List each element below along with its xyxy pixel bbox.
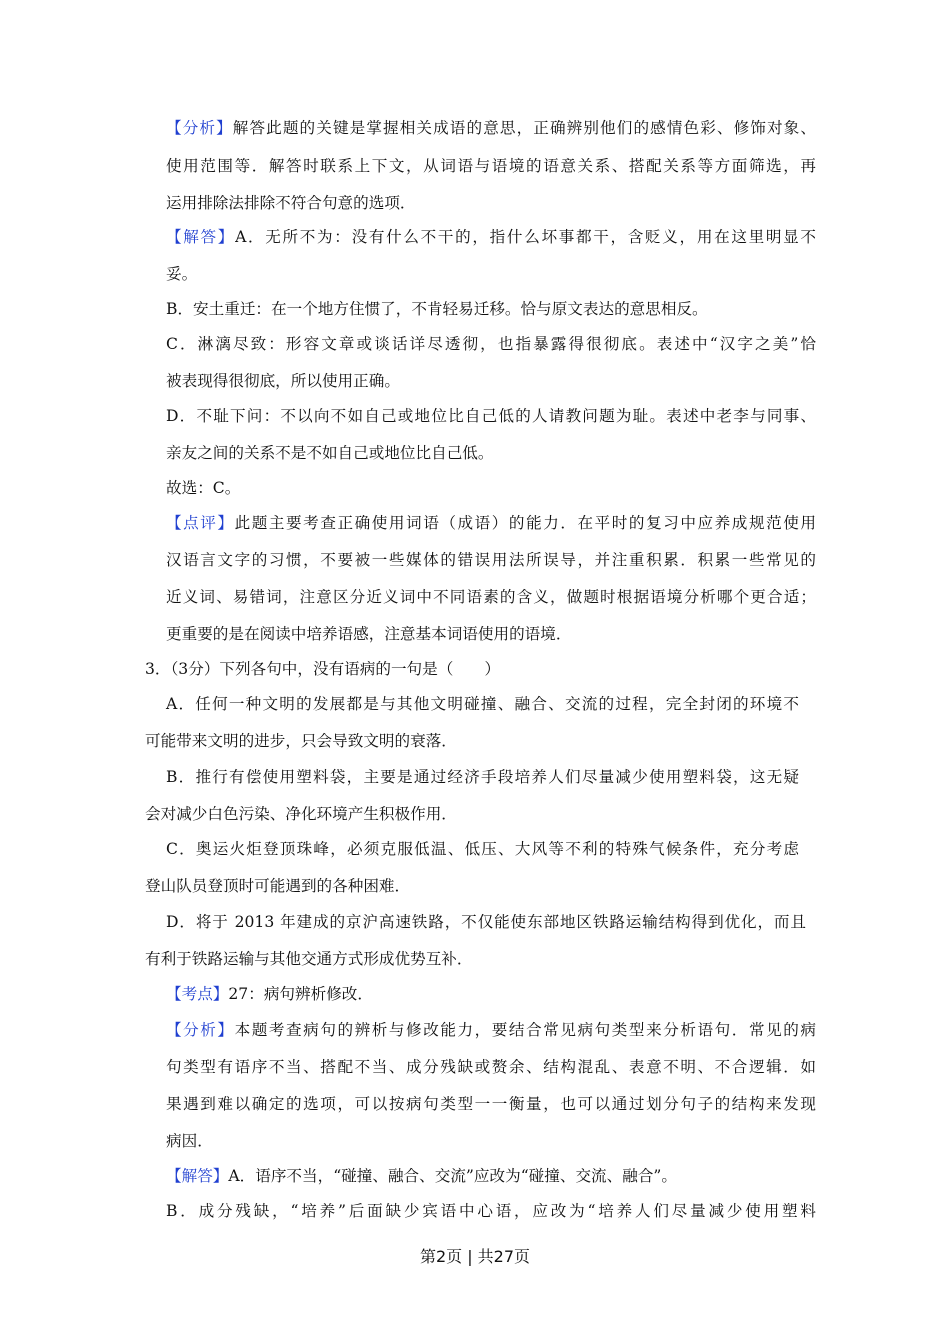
analysis-line: 【分析】解答此题的关键是掌握相关成语的意思，正确辨别他们的感情色彩、修饰对象、: [166, 119, 816, 137]
text-line: 被表现得很彻底，所以使用正确。: [166, 372, 400, 390]
text-line: 句类型有语序不当、搭配不当、成分残缺或赘余、结构混乱、表意不明、不合逻辑．如: [166, 1058, 816, 1076]
text-line: 果遇到难以确定的选项，可以按病句类型一一衡量，也可以通过划分句子的结构来发现: [166, 1095, 816, 1113]
text-line: 登山队员登顶时可能遇到的各种困难．: [145, 877, 411, 895]
keypoint-line: 【考点】27：病句辨析修改．: [166, 985, 373, 1003]
option-a: A．任何一种文明的发展都是与其他文明碰撞、融合、交流的过程，完全封闭的环境不: [166, 695, 799, 713]
text-line: 病因．: [166, 1132, 213, 1150]
text-line: B．成分残缺，“培养”后面缺少宾语中心语，应改为“培养人们尽量减少使用塑料: [166, 1202, 816, 1220]
keypoint-label: 【考点】: [166, 985, 229, 1003]
answer-label: 【解答】: [166, 228, 236, 246]
answer-label: 【解答】: [166, 1167, 229, 1185]
comment-line: 【点评】此题主要考查正确使用词语（成语）的能力．在平时的复习中应养成规范使用: [166, 514, 816, 532]
text-line: 故选：C。: [166, 479, 241, 497]
text-line: 运用排除法排除不符合句意的选项．: [166, 194, 416, 212]
analysis-label: 【分析】: [166, 1021, 235, 1039]
text-line: B．安土重迁：在一个地方住惯了，不肯轻易迁移。恰与原文表达的意思相反。: [166, 300, 708, 318]
text-line: 妥。: [166, 265, 198, 283]
page-footer: 第2页 | 共27页: [419, 1247, 531, 1266]
analysis-line: 【分析】本题考查病句的辨析与修改能力，要结合常见病句类型来分析语句．常见的病: [166, 1021, 816, 1039]
answer-line: 【解答】A．无所不为：没有什么不干的，指什么坏事都干，含贬义，用在这里明显不: [166, 228, 816, 246]
text-line: 有利于铁路运输与其他交通方式形成优势互补．: [145, 950, 473, 968]
text-line: 使用范围等．解答时联系上下文，从词语与语境的语意关系、搭配关系等方面筛选，再: [166, 157, 816, 175]
text-line: 汉语言文字的习惯，不要被一些媒体的错误用法所误导，并注重积累．积累一些常见的: [166, 551, 816, 569]
text-line: 更重要的是在阅读中培养语感，注意基本词语使用的语境．: [166, 625, 572, 643]
text-line: C．淋漓尽致：形容文章或谈话详尽透彻，也指暴露得很彻底。表述中“汉字之美”恰: [166, 335, 816, 353]
text-line: 亲友之间的关系不是不如自己或地位比自己低。: [166, 444, 494, 462]
analysis-label: 【分析】: [166, 119, 233, 137]
question-title: 3．（3分）下列各句中，没有语病的一句是（ ）: [145, 660, 501, 678]
text-line: 可能带来文明的进步，只会导致文明的衰落．: [145, 732, 457, 750]
option-c: C．奥运火炬登顶珠峰，必须克服低温、低压、大风等不利的特殊气候条件，充分考虑: [166, 840, 799, 858]
text-line: D．不耻下问：不以向不如自己或地位比自己低的人请教问题为耻。表述中老李与同事、: [166, 407, 816, 425]
option-b: B．推行有偿使用塑料袋，主要是通过经济手段培养人们尽量减少使用塑料袋，这无疑: [166, 768, 799, 786]
text-line: 会对减少白色污染、净化环境产生积极作用．: [145, 805, 457, 823]
option-d: D．将于 2013 年建成的京沪高速铁路，不仅能使东部地区铁路运输结构得到优化，而且: [166, 913, 806, 931]
comment-label: 【点评】: [166, 514, 235, 532]
answer-line: 【解答】A．语序不当，“碰撞、融合、交流”应改为“碰撞、交流、融合”。: [166, 1167, 677, 1185]
text-line: 近义词、易错词，注意区分近义词中不同语素的含义，做题时根据语境分析哪个更合适；: [166, 588, 816, 606]
